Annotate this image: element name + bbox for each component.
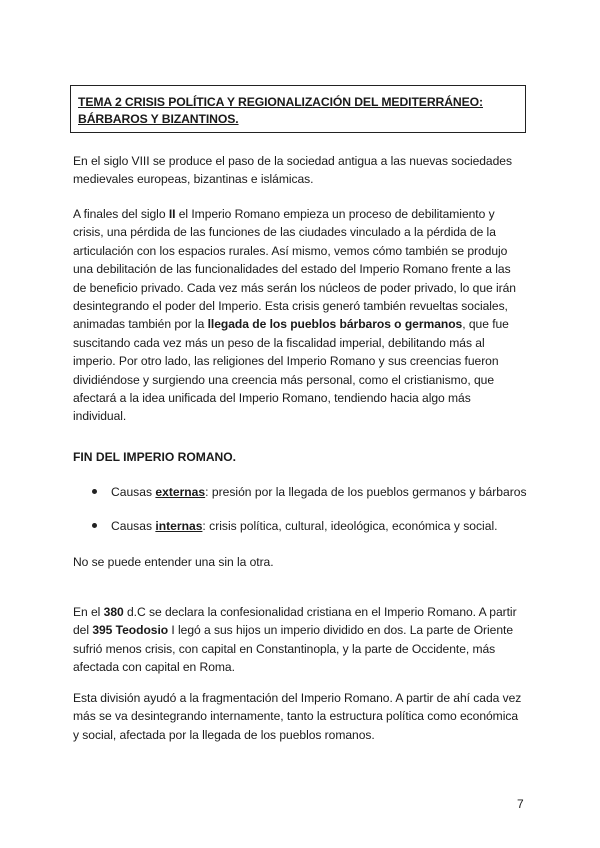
note-paragraph — [73, 553, 533, 571]
text-line: y social, afectada por la llegada de los pueblos romanos. — [73, 727, 375, 742]
title-box — [70, 85, 526, 133]
intro-paragraph — [73, 152, 533, 189]
section-heading: FIN DEL IMPERIO ROMANO. — [73, 450, 237, 464]
text-line: animadas también por la llegada de los pueblos bárbaros o germanos, que fue — [73, 317, 509, 332]
text-line: articulación con los espacios rurales. Así mismo, vemos cómo también se produjo — [73, 243, 508, 258]
crisis-paragraph — [73, 205, 533, 426]
division-paragraph — [73, 603, 533, 677]
text-line: afectada con capital en Roma. — [73, 660, 235, 675]
text-line: sufrió menos crisis, con capital en Constantinopla, y la parte de Occidente, más — [73, 641, 496, 656]
century-bold: II — [168, 207, 176, 221]
internal-keyword: internas — [155, 519, 203, 533]
text-line: En el siglo VIII se produce el paso de la sociedad antigua a las nuevas sociedades — [73, 154, 512, 168]
text-line: dividiéndose y surgiendo una creencia más personal, como el cristianismo, que — [73, 372, 495, 387]
text-line: En el 380 d.C se declara la confesionalidad cristiana en el Imperio Romano. A partir — [73, 605, 517, 619]
year-380-bold: 380 — [103, 605, 124, 619]
text-line: de beneficio privado. Cada vez más serán los núcleos de poder privado, lo que irán — [73, 280, 516, 295]
external-keyword: externas — [155, 485, 206, 499]
bullet-dot-icon — [92, 523, 97, 528]
text-line: suscitando cada vez más un peso de la fiscalidad imperial, debilitando más al — [73, 335, 485, 350]
text-line: del 395 Teodosio I legó a sus hijos un imperio dividido en dos. La parte de Oriente — [73, 623, 513, 638]
title-line-1: TEMA 2 CRISIS POLÍTICA Y REGIONALIZACIÓN DEL MEDITERRÁNEO: — [78, 95, 483, 109]
text-line: No se puede entender una sin la otra. — [73, 555, 274, 569]
text-line: crisis, una pérdida de las funciones de las ciudades vinculado a la pérdida de la — [73, 225, 496, 240]
title-line-2: BÁRBAROS Y BIZANTINOS. — [78, 112, 239, 126]
text-line: medievales europeas, bizantinas e islámicas. — [73, 172, 314, 187]
text-line: más se va desintegrando internamente, tanto la estructura política como económica — [73, 709, 519, 724]
page-number: 7 — [517, 797, 524, 811]
text-line: A finales del siglo II el Imperio Romano empieza un proceso de debilitamiento y — [73, 207, 495, 221]
barbarian-arrival-bold: llegada de los pueblos bárbaros o germanos — [207, 317, 463, 332]
text-line: Esta división ayudó a la fragmentación del Imperio Romano. A partir de ahí cada vez — [73, 691, 522, 705]
text-line: afectará a la idea unificada del Imperio Romano, tendiendo hacia algo más — [73, 391, 471, 406]
bullet-external-causes: Causas externas: presión por la llegada de los pueblos germanos y bárbaros — [92, 485, 527, 499]
text-line: individual. — [73, 409, 127, 424]
bullet-internal-causes: Causas internas: crisis política, cultural, ideológica, económica y social. — [92, 519, 498, 533]
bullet-dot-icon — [92, 489, 97, 494]
text-line: una debilitación de las funcionalidades del estado del Imperio Romano frente a las — [73, 262, 511, 277]
fragmentation-paragraph — [73, 689, 533, 744]
text-line: imperio. Por otro lado, las religiones del Imperio Romano y sus creencias fueron — [73, 354, 499, 369]
teodosio-bold: 395 Teodosio — [92, 623, 169, 638]
text-line: desintegrando el poder del Imperio. Esta crisis generó también revueltas sociales, — [73, 299, 508, 314]
